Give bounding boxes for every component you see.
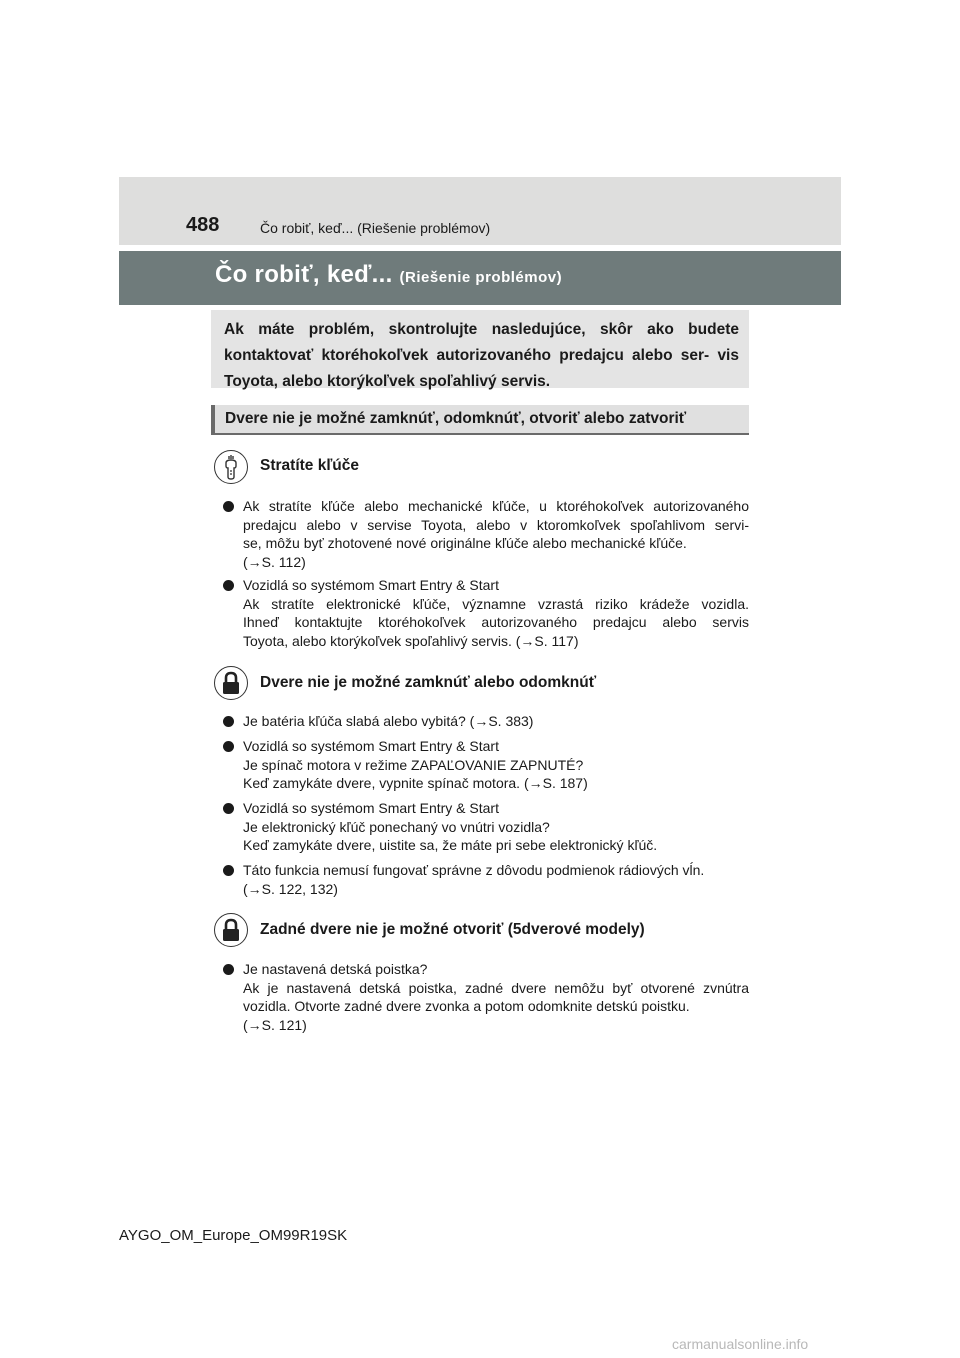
- bullet-line: (→S. 121): [243, 1016, 307, 1033]
- intro-box: [211, 310, 749, 388]
- bullet-dot: [223, 803, 234, 814]
- watermark: carmanualsonline.info: [672, 1336, 809, 1352]
- list-item: [223, 861, 749, 898]
- page-title-sub: (Riešenie problémov): [399, 269, 563, 286]
- list-item: [223, 737, 749, 793]
- page-title-main: Čo robiť, keď...: [215, 261, 393, 288]
- bullet-line: Je batéria kľúča slabá alebo vybitá? (→S. 383): [243, 713, 534, 729]
- intro-line: Ak máte problém, skontrolujte nasledujúce, skôr ako budete: [224, 321, 739, 338]
- bullet-dot: [223, 501, 234, 512]
- bullet-line: vozidla. Otvorte zadné dvere zvonka a potom odomknite detskú poistku.: [243, 998, 690, 1014]
- bullet-dot: [223, 580, 234, 591]
- list-item: [223, 960, 749, 1034]
- intro-line: kontaktovať ktoréhokoľvek autorizovaného predajcu alebo ser-: [224, 347, 710, 364]
- page-number: 488: [186, 214, 220, 236]
- bullet-line: Keď zamykáte dvere, uistite sa, že máte pri sebe elektronický kľúč.: [243, 837, 658, 853]
- bullet-dot: [223, 741, 234, 752]
- section-heading: Dvere nie je možné zamknúť, odomknúť, otvoriť alebo zatvoriť: [211, 405, 749, 435]
- bullet-line: Ak je nastavená detská poistka, zadné dvere nemôžu byť otvorené zvnútra: [243, 979, 749, 996]
- bullet-line: Je nastavená detská poistka?: [243, 961, 428, 977]
- bullet-line: Táto funkcia nemusí fungovať správne z dôvodu podmienok rádiových vĺn.: [243, 862, 705, 878]
- lock-icon: [214, 913, 248, 947]
- bullet-line: Ihneď kontaktujte ktoréhokoľvek autorizovaného predajcu alebo servis: [243, 614, 749, 630]
- bullet-dot: [223, 964, 234, 975]
- bullet-line: Vozidlá so systémom Smart Entry & Start: [243, 800, 499, 816]
- title-bar: [119, 251, 841, 305]
- bullet-dot: [223, 865, 234, 876]
- bullet-line: (→S. 122, 132): [243, 880, 338, 897]
- bullet-line: Vozidlá so systémom Smart Entry & Start: [243, 577, 499, 593]
- document-code: AYGO_OM_Europe_OM99R19SK: [119, 1227, 348, 1244]
- subheading-cannot-lock: Dvere nie je možné zamknúť alebo odomknúť: [260, 674, 597, 691]
- list-item: [223, 497, 749, 571]
- page-title: [215, 261, 562, 289]
- bullet-line: Vozidlá so systémom Smart Entry & Start: [243, 738, 499, 754]
- subheading-rear-door: Zadné dvere nie je možné otvoriť (5dverové modely): [260, 921, 645, 938]
- bullet-line: Toyota, alebo ktorýkoľvek spoľahlivý servis. (→S. 117): [243, 632, 579, 649]
- lock-icon: [214, 666, 248, 700]
- bullet-line: se, môžu byť zhotovené nové originálne kľúče alebo mechanické kľúče.: [243, 535, 687, 551]
- running-title: Čo robiť, keď... (Riešenie problémov): [260, 220, 491, 236]
- list-item: [223, 576, 749, 650]
- list-item: [223, 712, 749, 731]
- bullet-line: predajcu alebo v servise Toyota, alebo v ktoromkoľvek spoľahlivom servi-: [243, 516, 749, 533]
- bullet-line: Ak stratíte elektronické kľúče, významne vzrastá riziko krádeže vozidla.: [243, 595, 749, 612]
- bullet-line: Ak stratíte kľúče alebo mechanické kľúče, u ktoréhokoľvek autorizovaného: [243, 498, 749, 514]
- bullet-line: Je elektronický kľúč ponechaný vo vnútri vozidla?: [243, 818, 550, 835]
- intro-line: vis Toyota, alebo ktorýkoľvek spoľahlivý servis.: [224, 347, 739, 390]
- bullet-line: (→S. 112): [243, 553, 306, 570]
- bullet-line: Je spínač motora v režime ZAPAĽOVANIE ZAPNUTÉ?: [243, 756, 584, 773]
- key-icon: [214, 450, 248, 484]
- subheading-lost-keys: Stratíte kľúče: [260, 457, 360, 474]
- bullet-dot: [223, 716, 234, 727]
- bullet-line: Keď zamykáte dvere, vypnite spínač motora. (→S. 187): [243, 775, 588, 791]
- list-item: [223, 799, 749, 855]
